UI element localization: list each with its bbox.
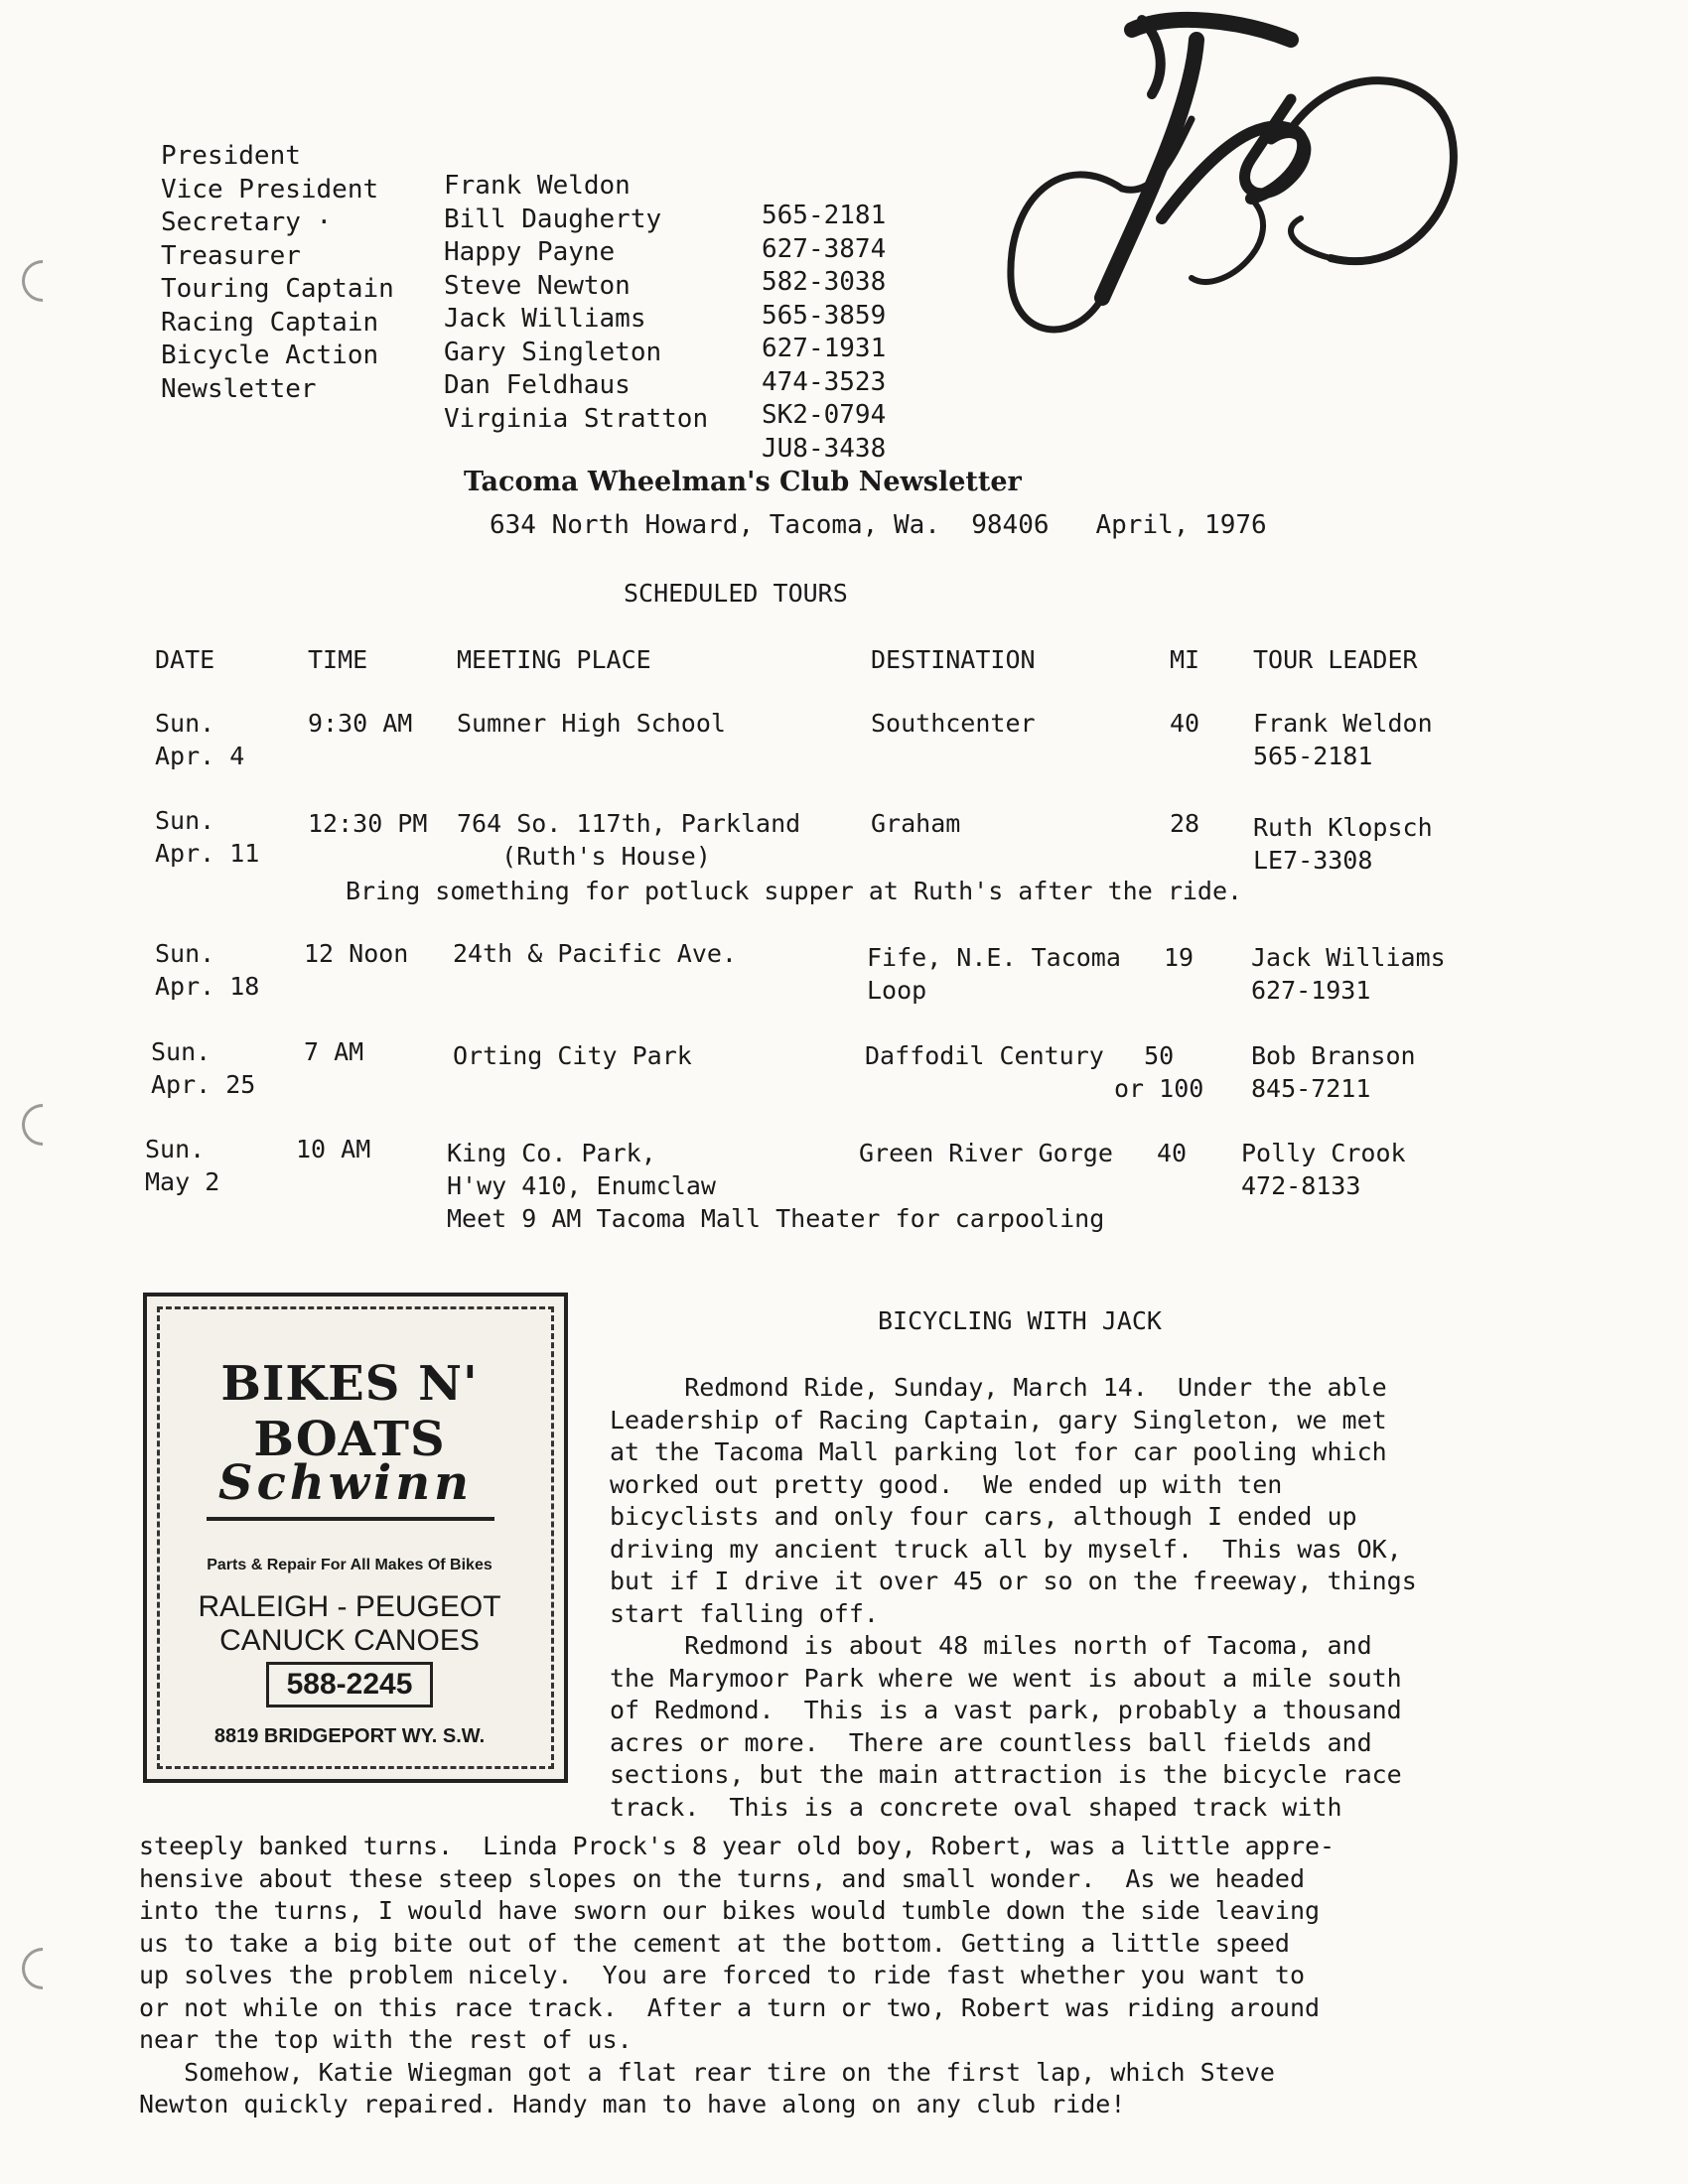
binder-hole-bottom (13, 1939, 71, 1997)
officer-name: Virginia Stratton (444, 403, 709, 434)
newsletter-address: 634 North Howard, Tacoma, Wa. 98406 April, 1976 (490, 510, 1267, 540)
ad-phone: 588-2245 (266, 1662, 433, 1707)
officer-title: Racing Captain (161, 307, 379, 338)
tour-meeting-place: Orting City Park (453, 1041, 692, 1070)
tour-date: Sun. Apr. 18 (155, 939, 260, 1001)
tour-leader: Polly Crook 472-8133 (1241, 1139, 1406, 1200)
tour-meeting-place: Sumner High School (457, 709, 726, 738)
article-body-narrow: Redmond Ride, Sunday, March 14. Under the able Leadership of Racing Captain, gary Singleton, we met at the Tacoma Mall parking lot for car pooling which worked out pretty good. We ended up with ten bicyclists and only four cars, although I ended up driving my ancient truck all by myself. This was OK, but if I drive it over 45 or so on the freeway, things start falling off. Redmond is about 48 miles north of Tacoma, and the Marymoor Park where we went is about a mile south of Redmond. This is a vast park, probably a thousand acres or more. There are countless ball fields and sections, but the main attraction is the bicycle race track. This is a concrete oval shaped track with (610, 1373, 1417, 1822)
tour-destination: Green River Gorge (859, 1139, 1113, 1167)
officer-name: Happy Payne (444, 237, 616, 267)
officer-phone: 474-3523 (762, 366, 887, 397)
tour-miles: 50 or 100 (1114, 1041, 1204, 1103)
tour-date: Sun. Apr. 11 (155, 806, 260, 868)
tour-meeting-place: 24th & Pacific Ave. (453, 939, 737, 968)
tour-leader: Ruth Klopsch LE7-3308 (1253, 813, 1433, 875)
header-date: DATE (155, 645, 215, 674)
officer-name: Frank Weldon (444, 171, 631, 201)
bikes-n-boats-ad (143, 1293, 568, 1783)
officer-title: Touring Captain (161, 274, 394, 304)
article-body-wide: steeply banked turns. Linda Prock's 8 year old boy, Robert, was a little appre- hensive about these steep slopes on the turns, and small wonder. As we headed into the turns, I would have sworn our bikes would tumble down the side leaving us to take a big bite out of the cement at the bottom. Getting a little speed up solves the problem nicely. You are forced to ride fast whether you want to or not while on this race track. After a turn or two, Robert was riding around near the top with the rest of us. Somehow, Katie Wiegman got a flat rear tire on the first lap, which Steve Newton quickly repaired. Handy man to have along on any club ride! (139, 1832, 1336, 2118)
tour-destination: Southcenter (871, 709, 1036, 738)
binder-hole-middle (13, 1095, 71, 1154)
tour-leader: Frank Weldon 565-2181 (1253, 709, 1433, 770)
ad-address: 8819 BRIDGEPORT WY. S.W. (213, 1725, 486, 1747)
officer-title: Vice President (161, 174, 379, 205)
tour-destination: Graham (871, 809, 961, 838)
ad-brands-list: RALEIGH - PEUGEOT CANUCK CANOES (198, 1590, 501, 1657)
tour-destination: Daffodil Century (865, 1041, 1104, 1070)
header-mi: MI (1170, 645, 1200, 674)
officer-name: Bill Daugherty (444, 204, 662, 234)
tour-destination: Fife, N.E. Tacoma Loop (867, 943, 1121, 1005)
officer-phone: 582-3038 (762, 267, 887, 297)
tour-time: 12 Noon (304, 939, 409, 968)
officer-phone: 565-2181 (762, 201, 887, 230)
officer-title: Bicycle Action (161, 341, 379, 370)
officer-title: Treasurer (161, 240, 301, 271)
officer-phone: 627-3874 (762, 233, 887, 264)
tour-meeting-place: King Co. Park, H'wy 410, Enumclaw (447, 1139, 716, 1200)
ad-shop-name: BIKES N' BOATS (220, 1356, 479, 1467)
tour-date: Sun. May 2 (145, 1135, 220, 1196)
officer-title: President (161, 141, 301, 171)
ad-brand-underline (207, 1517, 494, 1521)
tour-leader: Bob Branson 845-7211 (1251, 1041, 1416, 1103)
tour-time: 7 AM (304, 1037, 364, 1066)
tour-leader: Jack Williams 627-1931 (1251, 943, 1446, 1005)
header-tour-leader: TOUR LEADER (1253, 645, 1418, 674)
newsletter-title: Tacoma Wheelman's Club Newsletter (464, 467, 1022, 497)
officer-title: Newsletter (161, 373, 317, 404)
tour-note: Bring something for potluck supper at Ruth's after the ride. (346, 877, 1243, 905)
ad-brand: Schwinn (217, 1455, 474, 1511)
tour-miles: 40 (1170, 709, 1200, 738)
officer-phone: 565-3859 (762, 300, 887, 331)
header-time: TIME (308, 645, 368, 674)
officer-name: Dan Feldhaus (444, 370, 631, 400)
tour-time: 12:30 PM (308, 809, 428, 838)
binder-hole-top (13, 251, 71, 310)
tour-note: Meet 9 AM Tacoma Mall Theater for carpooling (447, 1204, 1105, 1233)
officer-phone: 627-1931 (762, 334, 887, 363)
officer-name: Jack Williams (444, 304, 646, 334)
ad-parts-line: Parts & Repair For All Makes Of Bikes (207, 1557, 492, 1573)
tour-time: 10 AM (296, 1135, 371, 1163)
tour-time: 9:30 AM (308, 709, 413, 738)
tour-miles: 28 (1170, 809, 1200, 838)
officers-list (161, 111, 887, 464)
officer-phone: SK2-0794 (762, 400, 887, 430)
tour-date: Sun. Apr. 25 (151, 1037, 256, 1099)
article-title: BICYCLING WITH JACK (878, 1306, 1162, 1335)
bicycle-logo-icon (993, 0, 1489, 377)
tours-title: SCHEDULED TOURS (624, 579, 848, 608)
officer-title: Secretary · (161, 207, 333, 237)
tour-miles: 40 (1157, 1139, 1188, 1167)
officer-name: Gary Singleton (444, 337, 662, 367)
officer-name: Steve Newton (444, 270, 631, 301)
officer-phone: JU8-3438 (762, 433, 887, 464)
tour-date: Sun. Apr. 4 (155, 709, 245, 770)
header-destination: DESTINATION (871, 645, 1036, 674)
tour-meeting-place: 764 So. 117th, Parkland (Ruth's House) (457, 809, 801, 871)
header-meeting-place: MEETING PLACE (457, 645, 651, 674)
tour-miles: 19 (1164, 943, 1195, 972)
